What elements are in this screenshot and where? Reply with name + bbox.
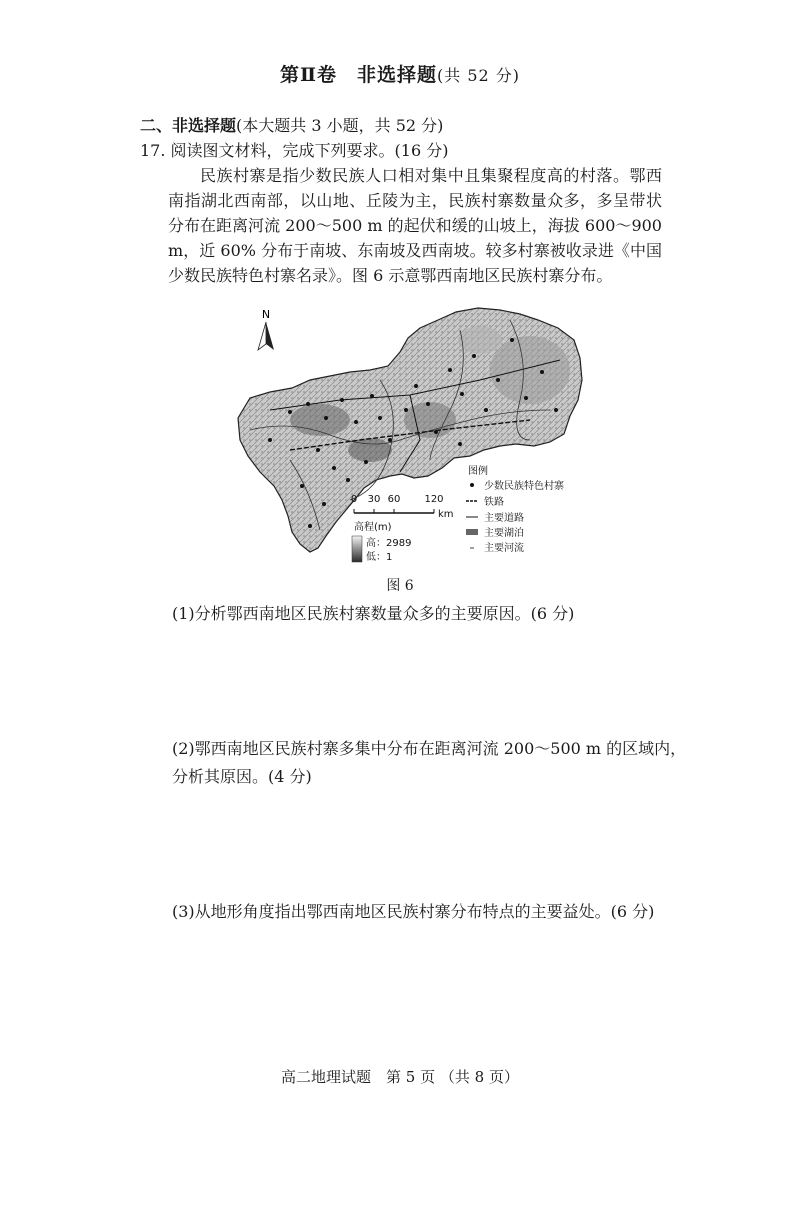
page-footer: 高二地理试题 第 5 页 （共 8 页）: [281, 1068, 519, 1086]
scale-bar: [351, 494, 454, 520]
north-label: N: [261, 308, 271, 321]
legend-item-railway: 铁路: [484, 497, 504, 508]
legend-title: 图例: [468, 466, 488, 477]
north-arrow-icon: [258, 308, 274, 350]
section-heading: [140, 113, 443, 136]
legend-item-village: 少数民族特色村寨: [484, 481, 564, 492]
section-heading-note: (本大题共 3 小题，共 52 分): [236, 116, 444, 135]
map-legend: [466, 464, 564, 554]
legend-item-lake: 主要湖泊: [484, 528, 524, 539]
sub-question-2: (2)鄂西南地区民族村寨多集中分布在距离河流 200～500 m 的区域内，分析其原因。(4 分): [172, 739, 687, 786]
figure-caption: 图 6: [386, 578, 414, 594]
legend-village-icon: [470, 483, 474, 487]
elevation-legend: [352, 520, 411, 563]
scale-tick-60: 60: [387, 494, 401, 505]
map-svg: [230, 300, 600, 570]
material-text: 民族村寨是指少数民族人口相对集中且集聚程度高的村落。鄂西南指湖北西南部，以山地、丘陵为主，民族村寨数量众多，多呈带状分布在距离河流 200～500 m 的起伏和缓的山坡上，海拔 600～900 m，近 60% 分布于南坡、东南坡及西南坡。较多村寨被收录进《中国少数民族特色村寨名录》。图 6 示意鄂西南地区民族村寨分布。: [168, 166, 662, 285]
map-figure: [230, 300, 600, 570]
elevation-high: 高：2989: [366, 538, 412, 549]
part-title: [0, 60, 800, 87]
legend-lake-icon: [466, 529, 478, 535]
part-title-sub: (共 52 分): [436, 66, 521, 85]
legend-item-river: 主要河流: [484, 543, 524, 554]
section-heading-title: 二、非选择题: [140, 116, 237, 135]
scale-tick-30: 30: [367, 494, 381, 505]
legend-item-road: 主要道路: [484, 513, 524, 524]
sub-question-3: (3)从地形角度指出鄂西南地区民族村寨分布特点的主要益处。(6 分): [172, 902, 655, 921]
question-intro: 17. 阅读图文材料，完成下列要求。(16 分): [140, 141, 449, 160]
elevation-title: 高程(m): [354, 522, 392, 533]
elevation-low: 低：1: [366, 552, 393, 563]
scale-tick-0: 0: [350, 494, 358, 505]
sub-question-1: (1)分析鄂西南地区民族村寨数量众多的主要原因。(6 分): [172, 604, 575, 623]
scale-unit: km: [438, 509, 454, 520]
part-title-main: 第Ⅱ卷 非选择题: [279, 64, 437, 86]
scale-tick-120: 120: [424, 494, 444, 505]
